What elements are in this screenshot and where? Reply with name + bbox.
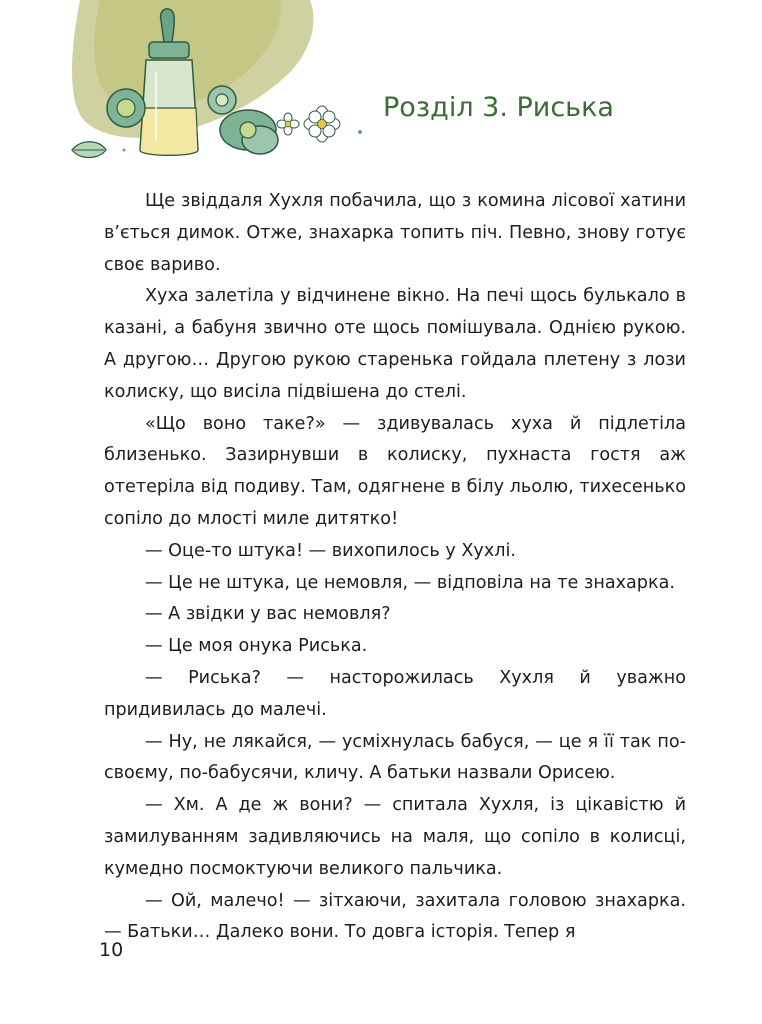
leaf-icon xyxy=(72,142,106,158)
paragraph: — Риська? — насторожилась Хухля й уважно придивилась до малечі. xyxy=(104,667,686,720)
paragraph: «Що воно таке?» — здивувалась хуха й підлетіла близенько. Зазирнувши в колиску, пухнаста гостя аж отетеріла від подиву. Там, одягнене в білу льолю, тихесенько сопіло до млості миле дитятко! xyxy=(104,413,686,529)
paragraph: — Ой, малечо! — зітхаючи, захитала головою знахарка. — Батьки… Далеко вони. То довга історія. Тепер я xyxy=(104,890,686,943)
paragraph: Ще звіддаля Хухля побачила, що з комина лісової хатини в’ється димок. Отже, знахарка топить піч. Певно, знову готує своє вариво. xyxy=(104,191,686,275)
page-number: 10 xyxy=(99,939,124,961)
paragraph: — Оце-то штука! — вихопилось у Хухлі. xyxy=(145,540,516,561)
paragraph: — А звідки у вас немовля? xyxy=(145,604,391,625)
pacifier-icon xyxy=(107,89,145,127)
body-text xyxy=(104,186,686,949)
chapter-title: Розділ 3. Риська xyxy=(383,92,614,123)
paragraph: Хуха залетіла у відчинене вікно. На печі щось булькало в казані, а бабуня звично оте щось помішувала. Однією рукою. А другою… Другою рукою старенька гойдала плетену з лози колиску, що висіла підвішена до стелі. xyxy=(104,286,686,402)
paragraph: — Це не штука, це немовля, — відповіла на те знахарка. xyxy=(145,572,675,593)
chapter-illustration xyxy=(60,0,380,175)
paragraph: — Ну, не лякайся, — усміхнулась бабуся, — це я її так по-своєму, по-бабусячи, кличу. А батьки назвали Орисею. xyxy=(104,731,686,784)
paragraph: — Хм. А де ж вони? — спитала Хухля, із цікавістю й замилуванням задивляючись на маля, що сопіло в колисці, кумедно посмоктуючи великого пальчика. xyxy=(104,795,686,879)
paragraph: — Це моя онука Риська. xyxy=(145,636,368,657)
